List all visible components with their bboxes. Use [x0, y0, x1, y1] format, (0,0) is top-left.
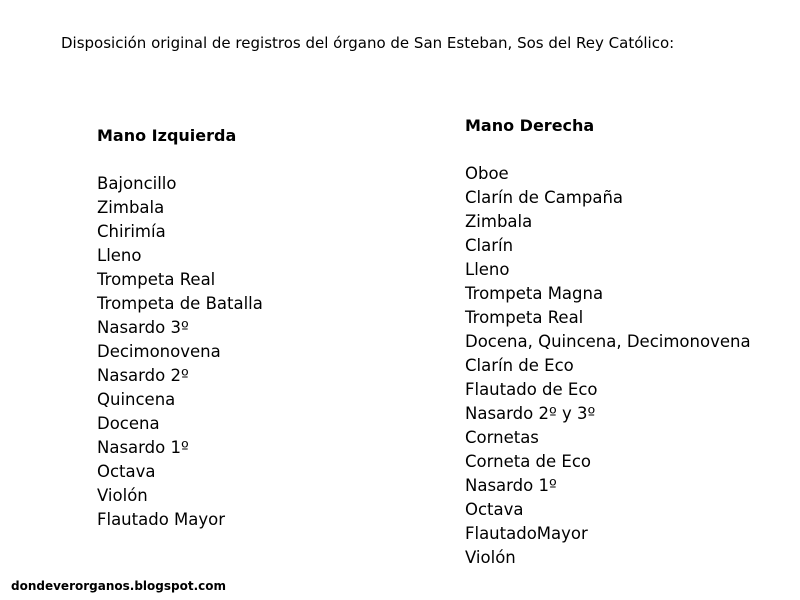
- stop-item: Lleno: [97, 246, 142, 265]
- stop-item: Nasardo 1º: [97, 438, 189, 457]
- stop-item: Cornetas: [465, 428, 539, 447]
- stop-item: Clarín de Campaña: [465, 188, 624, 207]
- stop-item: Zimbala: [465, 212, 533, 231]
- stop-item: Bajoncillo: [97, 174, 177, 193]
- stop-item: Quincena: [97, 390, 176, 409]
- stop-item: Nasardo 1º: [465, 476, 557, 495]
- stop-item: Corneta de Eco: [465, 452, 592, 471]
- right-hand-heading: Mano Derecha: [465, 116, 595, 135]
- stop-item: Nasardo 2º y 3º: [465, 404, 596, 423]
- left-hand-stop-list: [97, 172, 437, 532]
- stop-item: Octava: [97, 462, 156, 481]
- stop-item: Oboe: [465, 164, 509, 183]
- stop-item: Clarín de Eco: [465, 356, 574, 375]
- stop-item: Trompeta de Batalla: [97, 294, 263, 313]
- left-hand-column: [97, 124, 437, 532]
- stop-item: Flautado de Eco: [465, 380, 598, 399]
- right-hand-column: [465, 114, 800, 570]
- left-hand-heading: Mano Izquierda: [97, 126, 237, 145]
- stop-item: Clarín: [465, 236, 514, 255]
- stop-item: Docena: [97, 414, 160, 433]
- stop-item: Violón: [97, 486, 148, 505]
- stop-item: Trompeta Real: [97, 270, 216, 289]
- stop-item: Docena, Quincena, Decimonovena: [465, 332, 751, 351]
- stop-item: Nasardo 3º: [97, 318, 189, 337]
- stop-item: Octava: [465, 500, 524, 519]
- right-hand-stop-list: [465, 162, 800, 570]
- stop-item: Lleno: [465, 260, 510, 279]
- stop-item: Violón: [465, 548, 516, 567]
- stop-item: Nasardo 2º: [97, 366, 189, 385]
- stop-item: Trompeta Magna: [465, 284, 604, 303]
- stop-item: Decimonovena: [97, 342, 221, 361]
- intro-text: Disposición original de registros del órgano de San Esteban, Sos del Rey Católico:: [61, 34, 675, 52]
- stop-item: Chirimía: [97, 222, 166, 241]
- blog-watermark: dondeverorganos.blogspot.com: [11, 579, 226, 593]
- stop-item: Flautado Mayor: [97, 510, 226, 529]
- stop-item: Trompeta Real: [465, 308, 584, 327]
- stop-item: FlautadoMayor: [465, 524, 588, 543]
- stop-item: Zimbala: [97, 198, 165, 217]
